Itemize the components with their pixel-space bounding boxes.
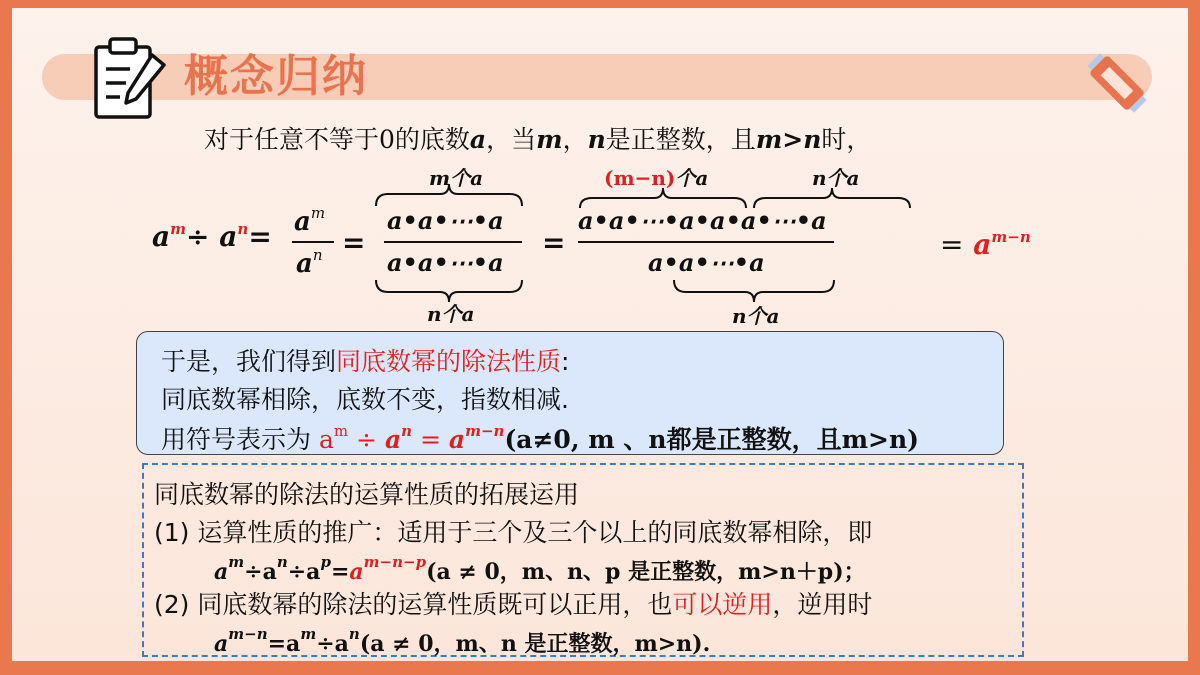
label-m-a: m个a xyxy=(429,166,484,190)
page-title: 概念归纳 xyxy=(184,51,368,102)
property-box xyxy=(136,331,1004,455)
fraction-denominator: $a^n$ xyxy=(296,246,323,279)
result: = $a^{m-n}$ xyxy=(940,228,1031,261)
intro-sentence: 对于任意不等于0的底数a，当m，n是正整数，且m>n时， xyxy=(204,125,872,154)
property-line-3: 用符号表示为 $a^m \div a^n = a^{m-n}(a\ne 0$, m 、n都是正整数，且m>n) xyxy=(161,422,919,454)
clipboard-edit-icon xyxy=(90,35,170,125)
numerator-1: a•a•⋯•a xyxy=(387,206,504,235)
equals-3: = xyxy=(542,226,566,259)
pencil-deco-icon xyxy=(1082,48,1152,118)
extension-item-2: (2) 同底数幂的除法的运算性质既可以正用，也可以逆用，逆用时 xyxy=(154,590,873,619)
label-n-a-2: n个a xyxy=(812,166,860,190)
top-brace-1 xyxy=(374,182,524,208)
fraction-numerator: $a^m$ xyxy=(294,204,326,237)
extension-formula-2: $a^{m-n}=a^m\div a^n(a \ne 0$，m、n 是正整数，m>n). xyxy=(214,625,711,657)
extension-item-1: (1) 运算性质的推广：适用于三个及三个以上的同底数幂相除，即 xyxy=(154,518,873,547)
label-mn-a: (m−n)个a xyxy=(604,166,709,190)
lhs-expression: $a^m\div a^n=$ xyxy=(152,220,272,253)
slide xyxy=(12,8,1188,661)
denominator-2: a•a•⋯•a xyxy=(648,248,765,277)
extension-formula-1: $a^m\div a^n\div a^p=a^{m-n-p}(a \ne 0$，m、n、p 是正整数，m>n＋p)； xyxy=(214,553,866,585)
denominator-1: a•a•⋯•a xyxy=(387,248,504,277)
extension-box xyxy=(142,463,1024,657)
property-formula: $a^m \div a^n = a^{m-n}$ xyxy=(318,422,505,454)
extension-heading: 同底数幂的除法的运算性质的拓展运用 xyxy=(154,480,580,509)
label-n-a-3: n个a xyxy=(732,304,780,328)
label-n-a-1: n个a xyxy=(427,302,475,326)
fraction-bar-1 xyxy=(384,241,522,243)
fraction-bar-2 xyxy=(578,241,834,243)
property-line-1: 于是，我们得到同底数幂的除法性质: xyxy=(161,347,570,376)
property-line-2: 同底数幂相除，底数不变，指数相减. xyxy=(161,385,569,414)
fraction-bar xyxy=(292,241,334,243)
numerator-2: a•a•⋯•a•a•a•⋯•a xyxy=(578,206,827,235)
equals-2: = xyxy=(342,226,366,259)
